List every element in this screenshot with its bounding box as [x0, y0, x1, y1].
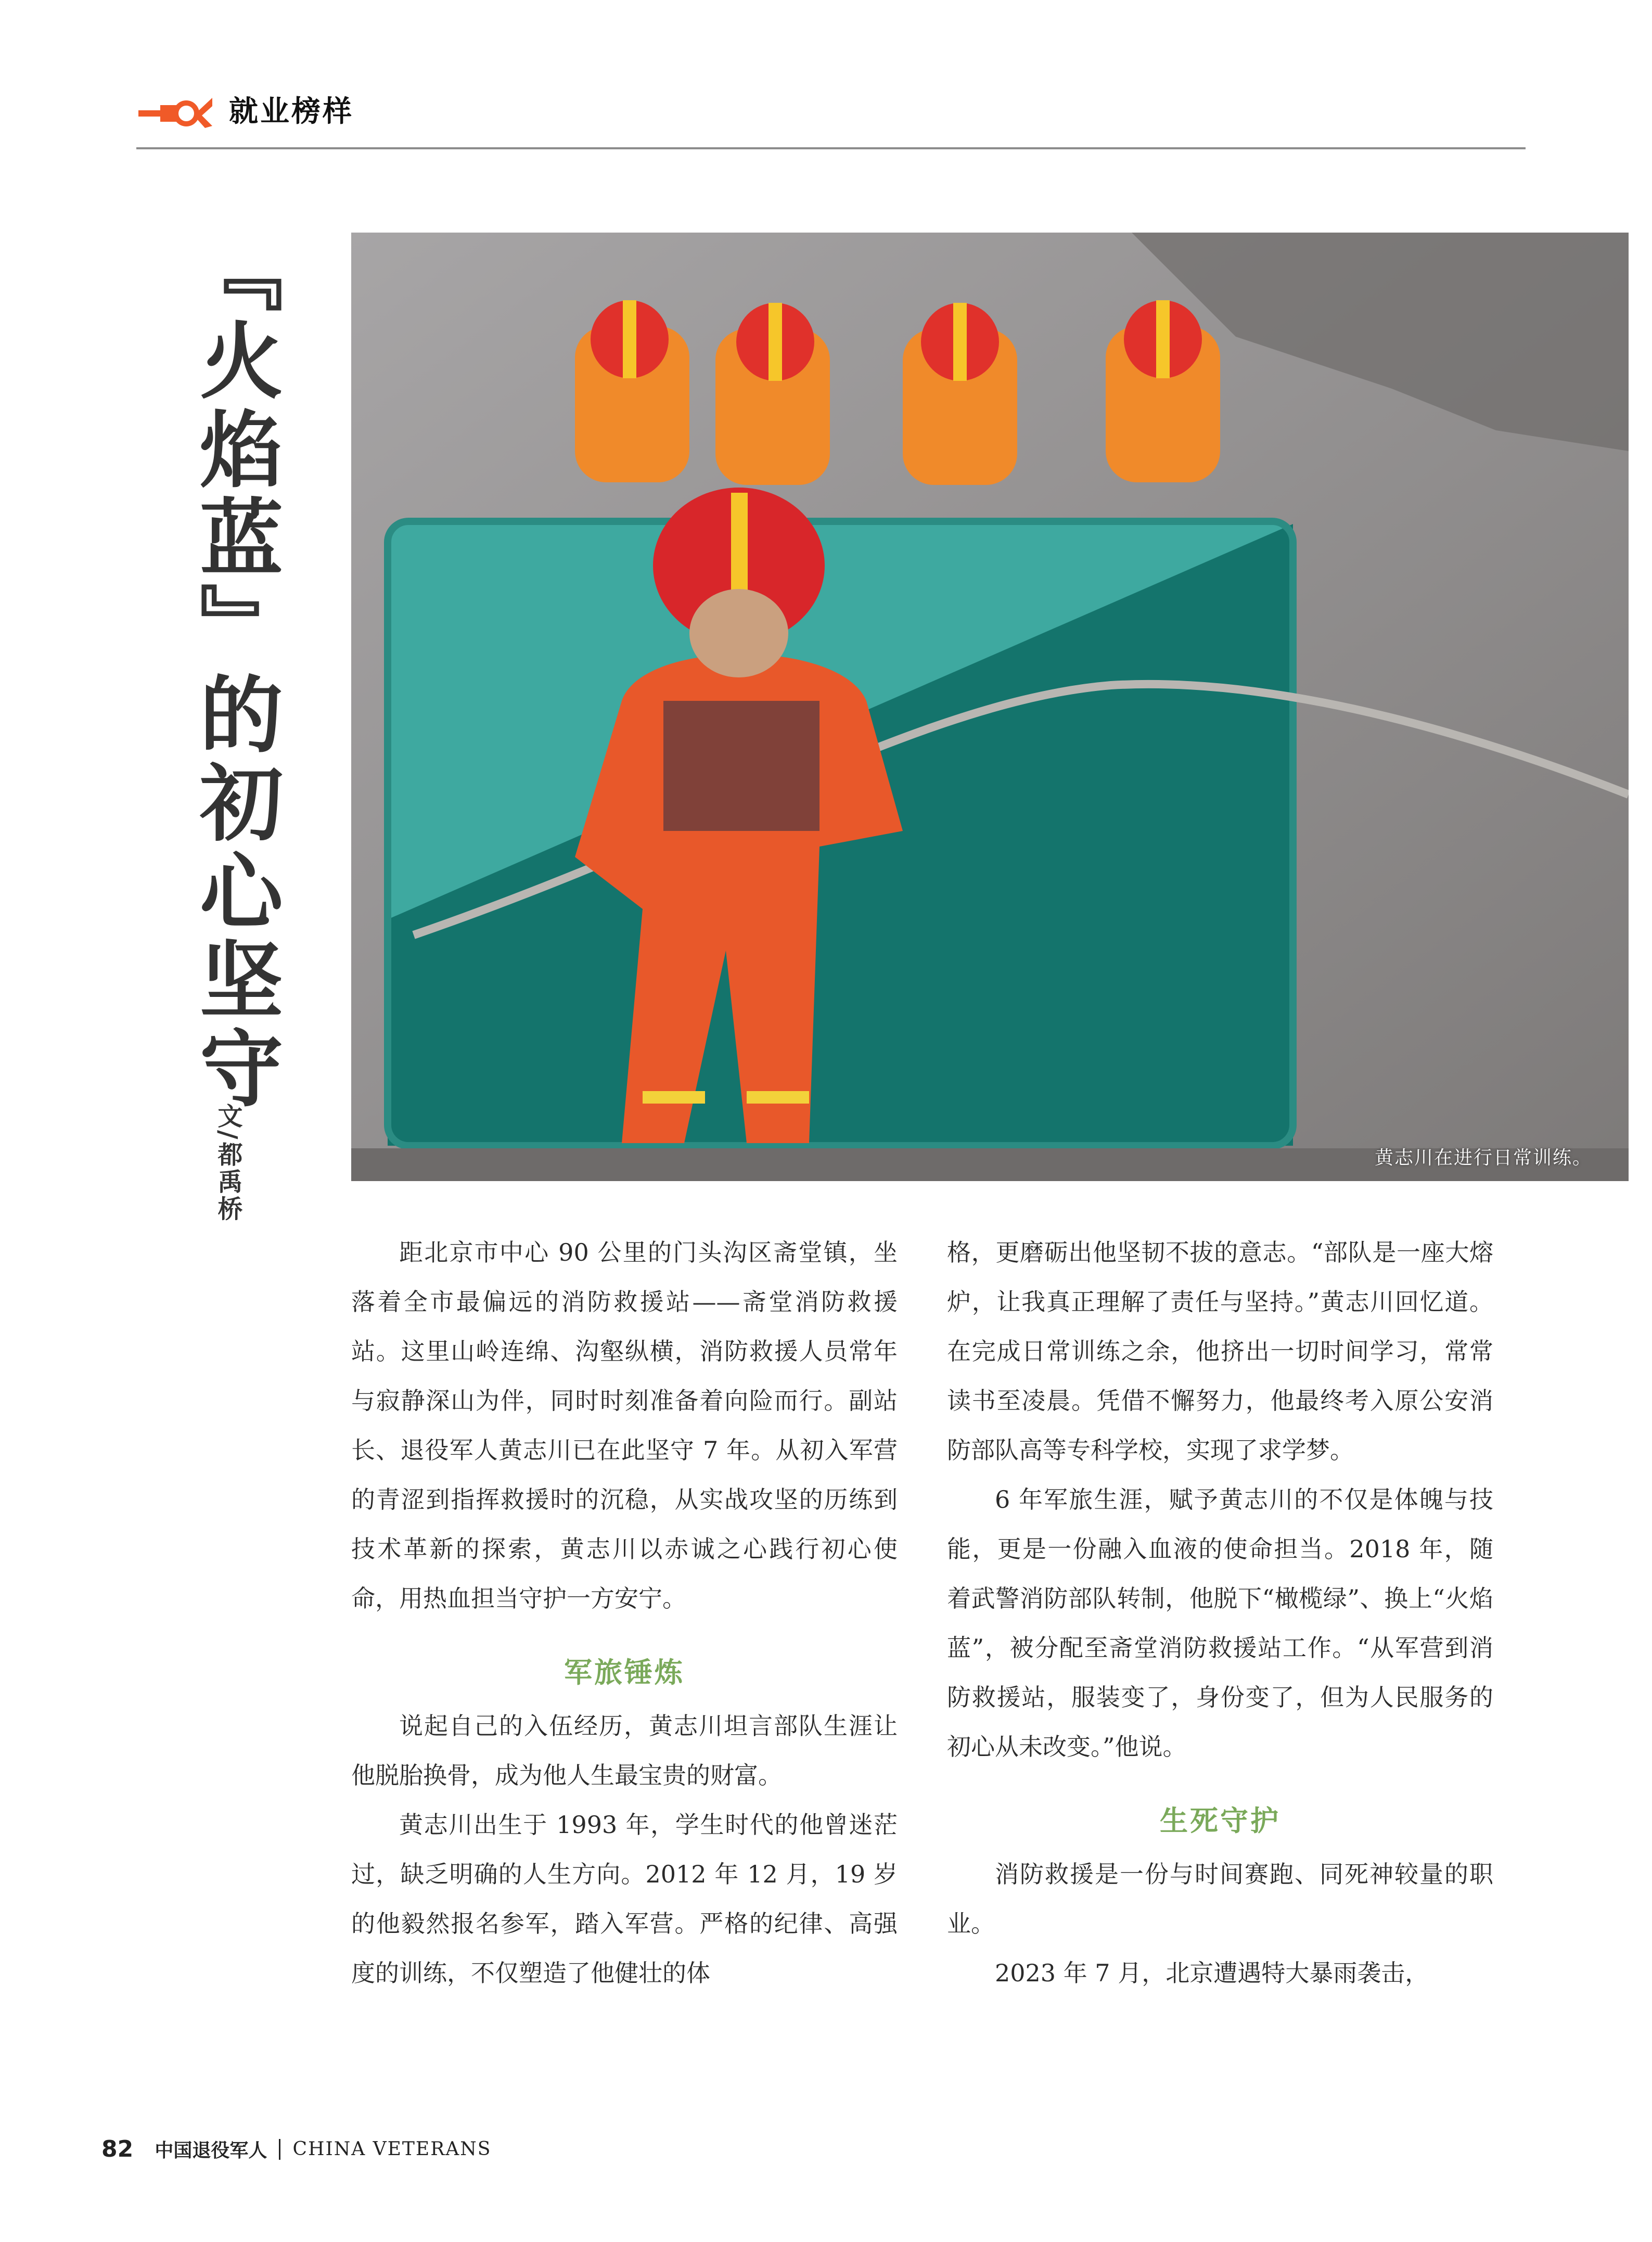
paragraph: 2023 年 7 月，北京遭遇特大暴雨袭击， — [995, 1959, 1429, 1987]
page-footer — [101, 2136, 491, 2162]
body-column-left — [351, 1228, 898, 1998]
header-divider — [136, 147, 1526, 149]
section-title: 就业榜样 — [229, 95, 354, 129]
paragraph: 消防救援是一份与时间赛跑、同死神较量的职业。 — [947, 1860, 1493, 1938]
paragraph: 距北京市中心 90 公里的门头沟区斋堂镇，坐落着全市最偏远的消防救援站——斋堂消防救援站。这里山岭连绵、沟壑纵横，消防救援人员常年与寂静深山为伴，同时时刻准备着向险而行。副站长、退役军人黄志川已在此坚守 7 年。从初入军营的青涩到指挥救援时的沉稳，从实战攻坚的历练到技术革新的探索，黄志川以赤诚之心践行初心使命，用热血担当守护一方安宁。 — [351, 1238, 898, 1612]
paragraph: 说起自己的入伍经历，黄志川坦言部队生涯让他脱胎换骨，成为他人生最宝贵的财富。 — [351, 1712, 898, 1789]
body-column-right — [947, 1228, 1493, 1998]
paragraph: 6 年军旅生涯，赋予黄志川的不仅是体魄与技能，更是一份融入血液的使命担当。2018 年，随着武警消防部队转制，他脱下“橄榄绿”、换上“火焰蓝”，被分配至斋堂消防救援站工作。“从军营到消防救援站，服装变了，身份变了，但为人民服务的初心从未改变。”他说。 — [947, 1485, 1493, 1761]
magazine-name-cn: 中国退役军人 — [155, 2140, 267, 2161]
firefighter-training-image — [351, 233, 1629, 1181]
article-title: 『火焰蓝』的初心坚守 — [186, 229, 283, 1113]
paragraph: 黄志川出生于 1993 年，学生时代的他曾迷茫过，缺乏明确的人生方向。2012 年 12 月，19 岁的他毅然报名参军，踏入军营。严格的纪律、高强度的训练，不仅塑造了他健壮的体 — [351, 1811, 898, 1987]
magazine-name-en: CHINA VETERANS — [292, 2138, 492, 2160]
page-number: 82 — [101, 2136, 134, 2162]
photo-caption: 黄志川在进行日常训练。 — [1374, 1147, 1592, 1169]
article-photo — [351, 233, 1629, 1181]
subheading-military: 军旅锤炼 — [564, 1656, 685, 1689]
article-byline: 文/都禹桥 — [213, 1103, 242, 1223]
subheading-life-death: 生死守护 — [1160, 1804, 1280, 1837]
paragraph: 格，更磨砺出他坚韧不拔的意志。“部队是一座大熔炉，让我真正理解了责任与坚持。”黄志川回忆道。在完成日常训练之余，他挤出一切时间学习，常常读书至凌晨。凭借不懈努力，他最终考入原公安消防部队高等专科学校，实现了求学梦。 — [947, 1238, 1493, 1464]
magazine-logo-icon — [136, 93, 214, 132]
footer-divider — [279, 2139, 280, 2160]
